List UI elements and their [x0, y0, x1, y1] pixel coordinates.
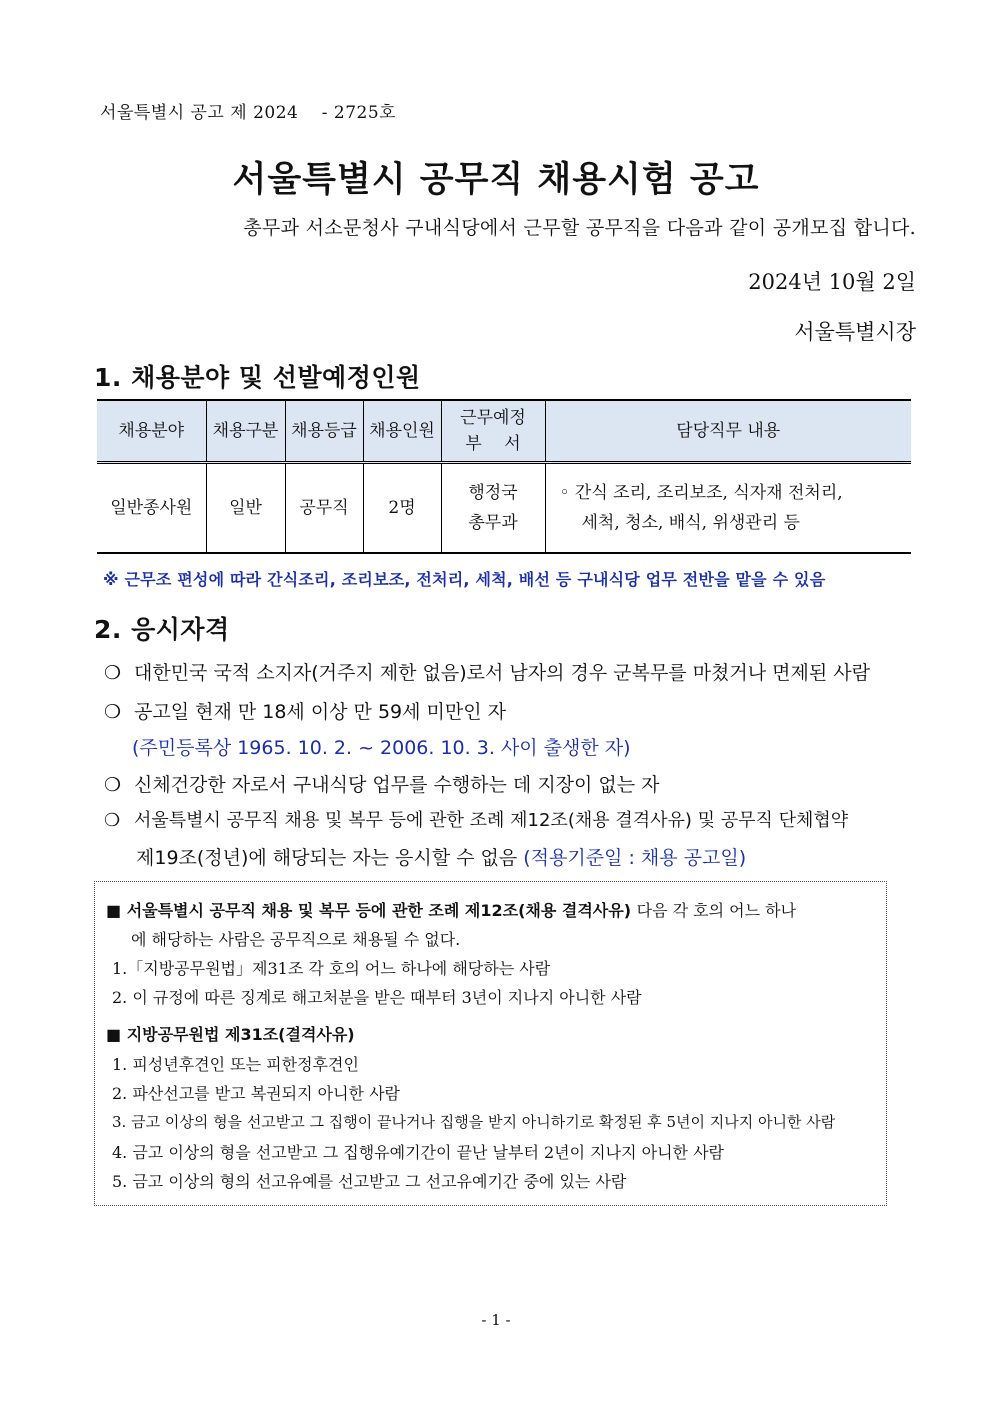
notice-number: 서울특별시 공고 제 2024 - 2725호 [100, 103, 397, 123]
recruitment-note: ※ 근무조 편성에 따라 간식조리, 조리보조, 전처리, 세척, 배선 등 구내식당 업무 전반을 맡을 수 있음 [103, 570, 826, 589]
header-grade: 채용등급 [285, 400, 363, 463]
qualification-text: 제19조(정년)에 해당되는 자는 응시할 수 없음 [136, 847, 518, 869]
recruitment-table [97, 399, 911, 554]
qualification-text: 서울특별시 공무직 채용 및 복무 등에 관한 조례 제12조(채용 결격사유) 및 공무직 단체협약 [134, 810, 849, 831]
qualification-item [104, 697, 506, 724]
section-heading-recruitment: 1. 채용분야 및 선발예정인원 [94, 363, 421, 392]
cell-duty-line1: ◦ 간식 조리, 조리보조, 식자재 전처리, [559, 483, 843, 503]
qualification-text: 공고일 현재 만 18세 이상 만 59세 미만인 자 [134, 701, 506, 723]
header-department-line2: 부 서 [465, 434, 521, 454]
qualification-birth-range: (주민등록상 1965. 10. 2. ~ 2006. 10. 3. 사이 출생한 자) [132, 737, 631, 759]
circle-bullet-icon: ❍ [104, 701, 122, 723]
cell-duty-line2: 세척, 청소, 배식, 위생관리 등 [581, 513, 800, 533]
header-count: 채용인원 [363, 400, 441, 463]
header-type: 채용구분 [206, 400, 285, 463]
table-header-row [97, 400, 911, 463]
qualification-item-continued [136, 843, 746, 870]
box-block1-title-tail: 다음 각 호의 어느 하나 [636, 901, 797, 920]
cell-department [441, 463, 545, 554]
qualification-text: 신체건강한 자로서 구내식당 업무를 수행하는 데 지장이 없는 자 [134, 774, 660, 796]
cell-duty [545, 463, 911, 554]
box-block2-item: 5. 금고 이상의 형의 선고유예를 선고받고 그 선고유예기간 중에 있는 사람 [112, 1172, 627, 1191]
notice-issuer: 서울특별시장 [794, 320, 916, 344]
box-block2-item: 3. 금고 이상의 형을 선고받고 그 집행이 끝나거나 집행을 받지 아니하기로 확정된 후 5년이 지나지 아니한 사람 [112, 1113, 836, 1131]
qualification-item [104, 806, 848, 832]
circle-bullet-icon: ❍ [104, 810, 121, 831]
qualification-item [104, 770, 660, 797]
cell-type: 일반 [206, 463, 285, 554]
header-department [441, 400, 545, 463]
cell-department-line1: 행정국 [468, 483, 518, 503]
box-block2-item: 1. 피성년후견인 또는 피한정후견인 [112, 1055, 359, 1074]
page-subtitle: 총무과 서소문청사 구내식당에서 근무할 공무직을 다음과 같이 공개모집 합니다. [243, 217, 916, 239]
header-department-line1: 근무예정 [460, 408, 526, 428]
cell-count: 2명 [363, 463, 441, 554]
box-block2-title: ■ 지방공무원법 제31조(결격사유) [106, 1025, 355, 1044]
notice-date: 2024년 10월 2일 [748, 270, 916, 294]
box-block1-title-bold: ■ 서울특별시 공무직 채용 및 복무 등에 관한 조례 제12조(채용 결격사유) [106, 901, 632, 920]
header-field: 채용분야 [97, 400, 206, 463]
box-block2-item: 2. 파산선고를 받고 복권되지 아니한 사람 [112, 1084, 400, 1103]
page-title: 서울특별시 공무직 채용시험 공고 [232, 160, 760, 200]
box-block1-item: 1.「지방공무원법」제31조 각 호의 어느 하나에 해당하는 사람 [112, 959, 551, 978]
section-heading-qualifications: 2. 응시자격 [94, 615, 230, 644]
circle-bullet-icon: ❍ [104, 774, 122, 796]
box-block1-title [106, 898, 796, 921]
cell-grade: 공무직 [285, 463, 363, 554]
box-block2-item: 4. 금고 이상의 형을 선고받고 그 집행유예기간이 끝난 날부터 2년이 지나지 아니한 사람 [112, 1143, 724, 1162]
qualification-item [104, 658, 870, 685]
box-block1-item: 2. 이 규정에 따른 징계로 해고처분을 받은 때부터 3년이 지나지 아니한 사람 [112, 988, 642, 1007]
circle-bullet-icon: ❍ [104, 662, 122, 684]
table-row [97, 463, 911, 554]
header-duty: 담당직무 내용 [545, 400, 911, 463]
box-block1-continued: 에 해당하는 사람은 공무직으로 채용될 수 없다. [131, 930, 461, 949]
page-number: - 1 - [481, 1311, 511, 1329]
qualification-reference-date: (적용기준일 : 채용 공고일) [523, 847, 747, 869]
cell-department-line2: 총무과 [468, 513, 518, 533]
cell-field: 일반종사원 [97, 463, 206, 554]
qualification-text: 대한민국 국적 소지자(거주지 제한 없음)로서 남자의 경우 군복무를 마쳤거나 면제된 사람 [134, 662, 870, 684]
